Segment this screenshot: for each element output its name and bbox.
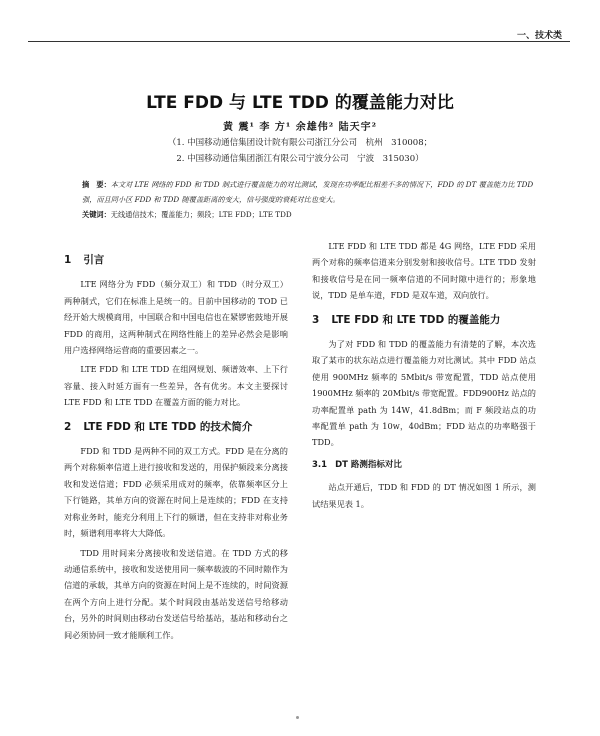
page-mark xyxy=(296,716,299,719)
section-number: 2 xyxy=(64,420,72,433)
paragraph: LTE FDD 和 LTE TDD 都是 4G 网络，LTE FDD 采用两个对称的频率信道来分别发射和接收信号。LTE TDD 发射和接收信号是在同一频率信道的不同时隙中进行的；形象地说，TDD 是单车道，FDD 是双车道，双向放行。 xyxy=(312,241,536,301)
section-heading-3 xyxy=(312,312,536,328)
paragraph: LTE FDD 和 LTE TDD 在组网规划、频谱效率、上下行容量、接入时延方面有一些差异，各有优劣。本文主要探讨 LTE FDD 和 LTE TDD 在覆盖方面的能力对比。 xyxy=(64,364,288,408)
section-number: 3 xyxy=(312,313,320,326)
keywords xyxy=(82,209,534,221)
paragraph: 站点开通后，TDD 和 FDD 的 DT 情况如图 1 所示，测试结果见表 1。 xyxy=(312,482,536,509)
header-rule xyxy=(28,41,570,42)
section-title: 引言 xyxy=(83,254,105,266)
abstract xyxy=(82,177,534,207)
article-title: LTE FDD 与 LTE TDD 的覆盖能力对比 xyxy=(146,93,454,113)
keywords-text: 无线通信技术；覆盖能力；频段；LTE FDD；LTE TDD xyxy=(110,210,292,219)
left-column xyxy=(64,244,288,646)
section-heading-1 xyxy=(64,252,288,268)
right-column xyxy=(312,238,536,515)
keywords-label: 关键词： xyxy=(82,210,111,219)
journal-section-tag: 一、技术类 xyxy=(516,31,562,41)
subsection-title: DT 路测指标对比 xyxy=(335,459,402,470)
authors: 黄 震¹ 李 方¹ 余雄伟² 陆天宇² xyxy=(223,122,377,133)
paragraph: TDD 用时间来分离接收和发送信道。在 TDD 方式的移动通信系统中，接收和发送使用同一频率载波的不同时隙作为信道的承载，其单方向的资源在时间上是不连续的，时间资源在两个方向上进行分配。某个时间段由基站发送信号给移动台，另外的时间则由移动台发送信号给基站，基站和移动台之间必须协同一致才能顺利工作。 xyxy=(64,547,288,640)
paragraph: 为了对 FDD 和 TDD 的覆盖能力有清楚的了解，本次选取了某市的状东站点进行覆盖能力对比测试。其中 FDD 站点使用 900MHz 频率的 5Mbit/s 带宽配置，TDD 站点使用 1900MHz 频率的 20Mbit/s 带宽配置。FDD900Hz 站点的功率配置单 path 为 14W，41.8dBm；而 F 频段站点的功率配置单 path 为 10w，40dBm；FDD 站点的功率略强于 TDD。 xyxy=(312,339,536,448)
abstract-label: 摘 要： xyxy=(82,180,111,189)
paragraph: FDD 和 TDD 是两种不同的双工方式。FDD 是在分离的两个对称频率信道上进行接收和发送的，用保护频段来分离接收和发送信道；FDD 必须采用成对的频率，依靠频率区分上下行链路，其单方向的资源在时间上是连续的；FDD 在支持对称业务时，能充分利用上下行的频谱，但在支持非对称业务时，频谱利用率将大大降低。 xyxy=(64,446,288,539)
section-title: LTE FDD 和 LTE TDD 的覆盖能力 xyxy=(331,313,501,326)
section-number: 1 xyxy=(64,254,72,266)
section-title: LTE FDD 和 LTE TDD 的技术简介 xyxy=(83,420,253,433)
paragraph: LTE 网络分为 FDD（频分双工）和 TDD（时分双工）两种制式，它们在标准上是统一的。目前中国移动的 TOD 已经开始大规模商用，中国联合和中国电信也在紧锣密鼓地开展 FDD 的商用，这两种制式在网络性能上的差异必然会是影响用户选择网络运营商的重要因素之一。 xyxy=(64,279,288,356)
abstract-text: 本文对 LTE 网络的 FDD 和 TDD 制式进行覆盖能力的对比测试，发现在功率配比相差不多的情况下，FDD 的 DT 覆盖能力比 TDD 强，而且同小区 FDD 和 TDD 随覆盖距离的变大，信号强度的衰耗对比也变大。 xyxy=(82,180,534,204)
affiliation-1: （1. 中国移动通信集团设计院有限公司浙江分公司 杭州 310008； xyxy=(167,138,433,148)
section-heading-2 xyxy=(64,419,288,435)
affiliation-2: 2. 中国移动通信集团浙江有限公司宁波分公司 宁波 315030） xyxy=(176,154,424,164)
subsection-heading-3-1 xyxy=(312,457,536,473)
subsection-number: 3.1 xyxy=(312,459,328,470)
